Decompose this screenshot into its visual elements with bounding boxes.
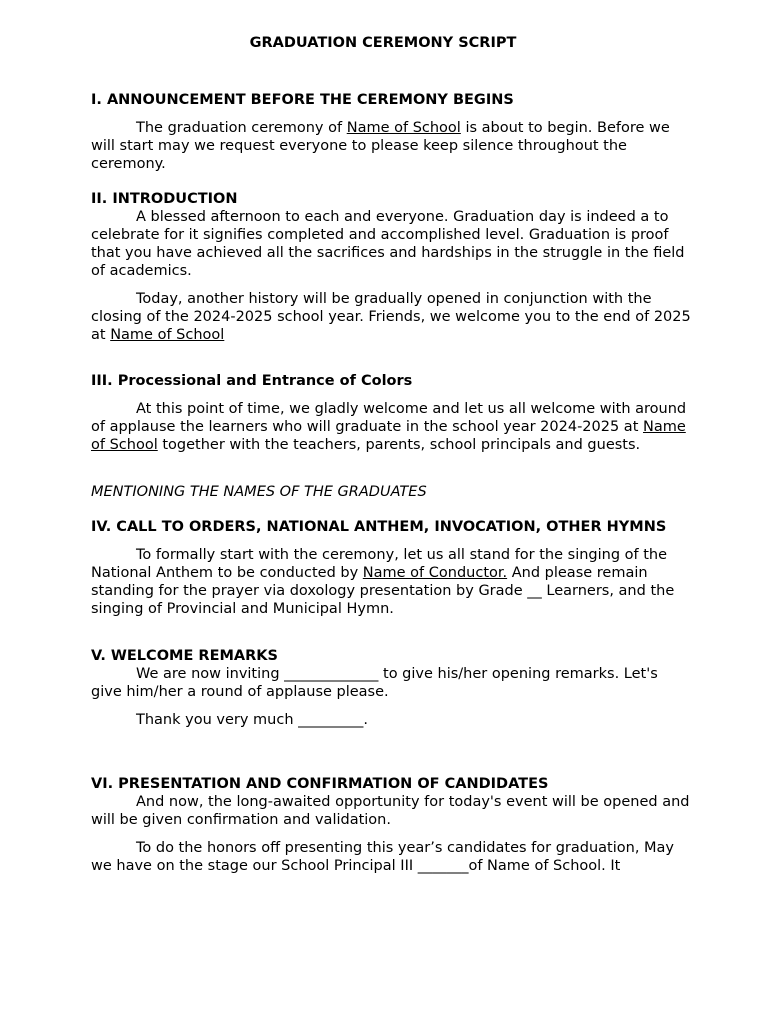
conductor-name-placeholder: Name of Conductor. — [362, 565, 508, 581]
section-2-paragraph-1: A blessed afternoon to each and everyone. Graduation day is indeed a to celebrate for it signifies completed and accomplished level. Graduation is proof that you have achieved all the sacrifices and hardships in the struggle in the field of academics. — [91, 209, 685, 279]
section-2-paragraph-2: Today, another history will be gradually opened in conjunction with the closing of the 2024-2025 school year. Friends, we welcome you to the end of 2025 at Name of School — [91, 291, 691, 343]
section-1-paragraph: The graduation ceremony of Name of School is about to begin. Before we will start may we request everyone to please keep silence throughout the ceremony. — [91, 120, 670, 172]
section-4-heading: IV. CALL TO ORDERS, NATIONAL ANTHEM, INVOCATION, OTHER HYMNS — [91, 519, 667, 535]
section-2-heading: II. INTRODUCTION — [91, 191, 238, 207]
section-3-heading: III. Processional and Entrance of Colors — [91, 373, 413, 389]
section-1-heading: I. ANNOUNCEMENT BEFORE THE CEREMONY BEGINS — [91, 92, 514, 108]
section-5-paragraph-1: We are now inviting _____________ to give his/her opening remarks. Let's give him/her a round of applause please. — [91, 666, 658, 700]
section-6-paragraph-2: To do the honors off presenting this year’s candidates for graduation, May we have on the stage our School Principal III _______of Name of School. It — [91, 840, 675, 874]
section-6-heading: VI. PRESENTATION AND CONFIRMATION OF CANDIDATES — [91, 776, 549, 792]
section-6-paragraph-1: And now, the long-awaited opportunity for today's event will be opened and will be given confirmation and validation. — [91, 794, 690, 828]
section-5-paragraph-2: Thank you very much _________. — [136, 712, 368, 728]
document-body — [91, 34, 691, 875]
section-5-heading: V. WELCOME REMARKS — [91, 648, 278, 664]
section-3-paragraph: At this point of time, we gladly welcome and let us all welcome with around of applause the learners who will graduate in the school year 2024-2025 at Name of School together with the teachers, parents, school principals and guests. — [91, 401, 687, 453]
document-title: GRADUATION CEREMONY SCRIPT — [249, 35, 517, 51]
school-name-placeholder: Name of School — [346, 120, 461, 136]
school-name-placeholder: Name of School — [110, 327, 225, 343]
school-name-placeholder: Name of School — [91, 419, 686, 453]
section-4-paragraph: To formally start with the ceremony, let us all stand for the singing of the National Anthem to be conducted by Name of Conductor. And please remain standing for the prayer via doxology presentation by Grade __ Learners, and the singing of Provincial and Municipal Hymn. — [91, 547, 675, 617]
graduates-names-note: MENTIONING THE NAMES OF THE GRADUATES — [91, 484, 427, 500]
